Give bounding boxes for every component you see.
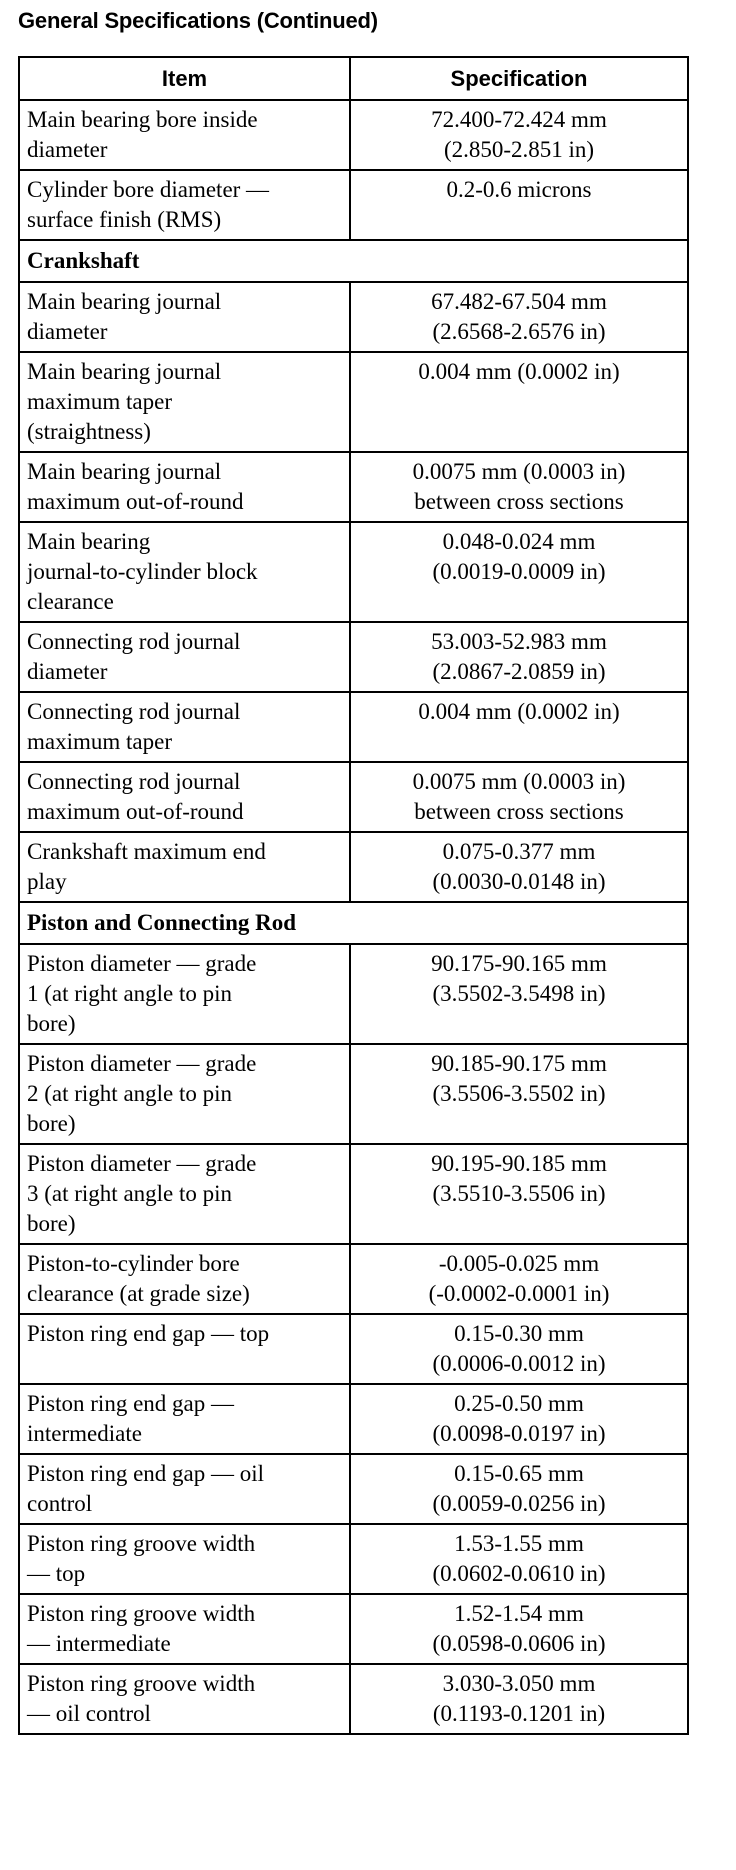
table-row xyxy=(19,282,688,352)
specification-text-line: (0.1193-0.1201 in) xyxy=(432,1701,606,1726)
specification-text-line: 1.52-1.54 mm xyxy=(454,1601,584,1626)
item-cell xyxy=(19,352,350,452)
item-text-line: control xyxy=(27,1491,93,1516)
specification-cell xyxy=(350,1044,688,1144)
item-cell xyxy=(19,622,350,692)
item-text-line: — intermediate xyxy=(27,1631,171,1656)
item-cell xyxy=(19,1594,350,1664)
specification-text-line: 0.25-0.50 mm xyxy=(454,1391,584,1416)
specification-text-line: (3.5502-3.5498 in) xyxy=(432,981,606,1006)
table-row xyxy=(19,1594,688,1664)
item-cell xyxy=(19,1454,350,1524)
specification-text-line: between cross sections xyxy=(414,799,624,824)
item-text-line: Connecting rod journal xyxy=(27,699,241,724)
specification-text-line: 0.2-0.6 microns xyxy=(446,177,592,202)
table-row xyxy=(19,692,688,762)
specification-text-line: (0.0059-0.0256 in) xyxy=(432,1491,606,1516)
item-cell xyxy=(19,452,350,522)
specification-text-line: 53.003-52.983 mm xyxy=(431,629,607,654)
specification-text-line: (0.0019-0.0009 in) xyxy=(432,559,606,584)
section-heading: Crankshaft xyxy=(19,240,688,282)
item-cell xyxy=(19,1314,350,1384)
item-cell xyxy=(19,832,350,902)
item-text-line: Main bearing bore inside xyxy=(27,107,258,132)
specification-text-line: (-0.0002-0.0001 in) xyxy=(428,1281,610,1306)
item-text-line: Piston ring groove width xyxy=(27,1531,256,1556)
item-text-line: — oil control xyxy=(27,1701,151,1726)
item-text-line: Main bearing xyxy=(27,529,151,554)
table-row xyxy=(19,1454,688,1524)
item-text-line: bore) xyxy=(27,1111,76,1136)
table-row xyxy=(19,352,688,452)
specification-text-line: 3.030-3.050 mm xyxy=(442,1671,596,1696)
item-text-line: Main bearing journal xyxy=(27,459,222,484)
specifications-table xyxy=(18,56,689,1735)
item-text-line: Connecting rod journal xyxy=(27,769,241,794)
specification-cell xyxy=(350,1244,688,1314)
specification-cell xyxy=(350,692,688,762)
specification-cell xyxy=(350,1384,688,1454)
section-row xyxy=(19,902,688,944)
specification-cell xyxy=(350,1664,688,1734)
section-row xyxy=(19,240,688,282)
specification-text-line: 90.175-90.165 mm xyxy=(431,951,607,976)
item-text-line: Piston ring end gap — top xyxy=(27,1321,270,1346)
table-row xyxy=(19,170,688,240)
item-cell xyxy=(19,1244,350,1314)
section-heading: Piston and Connecting Rod xyxy=(19,902,688,944)
table-row xyxy=(19,522,688,622)
item-text-line: maximum out-of-round xyxy=(27,489,244,514)
specification-cell xyxy=(350,1314,688,1384)
specification-text-line: (0.0098-0.0197 in) xyxy=(432,1421,606,1446)
item-text-line: Piston diameter — grade xyxy=(27,1051,257,1076)
specification-cell xyxy=(350,1594,688,1664)
specification-text-line: 0.15-0.30 mm xyxy=(454,1321,584,1346)
item-text-line: surface finish (RMS) xyxy=(27,207,222,232)
specification-text-line: 1.53-1.55 mm xyxy=(454,1531,584,1556)
item-cell xyxy=(19,100,350,170)
specification-cell xyxy=(350,100,688,170)
item-text-line: journal-to-cylinder block xyxy=(27,559,258,584)
page-title: General Specifications (Continued) xyxy=(18,8,378,33)
item-text-line: 3 (at right angle to pin xyxy=(27,1181,233,1206)
table-row xyxy=(19,1664,688,1734)
item-cell xyxy=(19,282,350,352)
item-cell xyxy=(19,1384,350,1454)
table-row xyxy=(19,100,688,170)
item-text-line: — top xyxy=(27,1561,86,1586)
specification-text-line: (0.0030-0.0148 in) xyxy=(432,869,606,894)
item-text-line: Piston-to-cylinder bore xyxy=(27,1251,240,1276)
specification-text-line: (0.0598-0.0606 in) xyxy=(432,1631,606,1656)
item-cell xyxy=(19,1524,350,1594)
specification-text-line: -0.005-0.025 mm xyxy=(438,1251,600,1276)
item-text-line: diameter xyxy=(27,319,108,344)
table-row xyxy=(19,1044,688,1144)
item-text-line: 2 (at right angle to pin xyxy=(27,1081,233,1106)
specification-text-line: (3.5506-3.5502 in) xyxy=(432,1081,606,1106)
table-body xyxy=(19,100,688,1734)
item-text-line: Main bearing journal xyxy=(27,289,222,314)
item-text-line: Cylinder bore diameter — xyxy=(27,177,270,202)
specification-text-line: (0.0602-0.0610 in) xyxy=(432,1561,606,1586)
specification-text-line: 0.15-0.65 mm xyxy=(454,1461,584,1486)
item-text-line: Piston ring groove width xyxy=(27,1671,256,1696)
specification-text-line: (2.6568-2.6576 in) xyxy=(432,319,606,344)
table-row xyxy=(19,1144,688,1244)
table-row xyxy=(19,622,688,692)
specification-cell xyxy=(350,1524,688,1594)
specification-cell xyxy=(350,944,688,1044)
item-cell xyxy=(19,1144,350,1244)
table-row xyxy=(19,762,688,832)
item-text-line: maximum taper xyxy=(27,389,172,414)
table-row xyxy=(19,832,688,902)
specification-text-line: 72.400-72.424 mm xyxy=(431,107,607,132)
item-cell xyxy=(19,522,350,622)
item-cell xyxy=(19,1044,350,1144)
specification-cell xyxy=(350,452,688,522)
item-cell xyxy=(19,170,350,240)
specification-cell xyxy=(350,832,688,902)
item-text-line: Main bearing journal xyxy=(27,359,222,384)
table-row xyxy=(19,1524,688,1594)
table-header-row xyxy=(19,57,688,100)
item-text-line: play xyxy=(27,869,67,894)
item-text-line: intermediate xyxy=(27,1421,142,1446)
specification-text-line: between cross sections xyxy=(414,489,624,514)
specification-text-line: (2.0867-2.0859 in) xyxy=(432,659,606,684)
item-text-line: Piston ring groove width xyxy=(27,1601,256,1626)
specification-cell xyxy=(350,1454,688,1524)
table-row xyxy=(19,1244,688,1314)
item-text-line: Piston ring end gap — oil xyxy=(27,1461,265,1486)
item-text-line: (straightness) xyxy=(27,419,151,444)
specification-cell xyxy=(350,622,688,692)
specification-text-line: 67.482-67.504 mm xyxy=(431,289,607,314)
table-row xyxy=(19,1314,688,1384)
item-text-line: 1 (at right angle to pin xyxy=(27,981,233,1006)
item-text-line: diameter xyxy=(27,137,108,162)
item-text-line: maximum taper xyxy=(27,729,172,754)
table-row xyxy=(19,1384,688,1454)
item-cell xyxy=(19,762,350,832)
specification-text-line: 0.0075 mm (0.0003 in) xyxy=(412,459,626,484)
table-row xyxy=(19,452,688,522)
specification-text-line: 90.195-90.185 mm xyxy=(431,1151,607,1176)
specification-cell xyxy=(350,282,688,352)
item-text-line: Piston diameter — grade xyxy=(27,1151,257,1176)
specification-text-line: (2.850-2.851 in) xyxy=(443,137,595,162)
specification-cell xyxy=(350,170,688,240)
column-header-item: Item xyxy=(19,57,350,100)
table-row xyxy=(19,944,688,1044)
item-text-line: Piston diameter — grade xyxy=(27,951,257,976)
item-text-line: bore) xyxy=(27,1011,76,1036)
specification-cell xyxy=(350,522,688,622)
specification-cell xyxy=(350,352,688,452)
specification-text-line: (0.0006-0.0012 in) xyxy=(432,1351,606,1376)
item-text-line: clearance xyxy=(27,589,114,614)
specification-text-line: 0.004 mm (0.0002 in) xyxy=(418,359,620,384)
item-cell xyxy=(19,944,350,1044)
specification-text-line: 0.004 mm (0.0002 in) xyxy=(418,699,620,724)
specification-text-line: 0.0075 mm (0.0003 in) xyxy=(412,769,626,794)
item-text-line: diameter xyxy=(27,659,108,684)
specification-text-line: 0.048-0.024 mm xyxy=(442,529,596,554)
item-cell xyxy=(19,692,350,762)
item-cell xyxy=(19,1664,350,1734)
specification-cell xyxy=(350,762,688,832)
item-text-line: Connecting rod journal xyxy=(27,629,241,654)
specification-text-line: 0.075-0.377 mm xyxy=(442,839,596,864)
item-text-line: Piston ring end gap — xyxy=(27,1391,234,1416)
specification-text-line: 90.185-90.175 mm xyxy=(431,1051,607,1076)
item-text-line: bore) xyxy=(27,1211,76,1236)
specification-text-line: (3.5510-3.5506 in) xyxy=(432,1181,606,1206)
specification-cell xyxy=(350,1144,688,1244)
item-text-line: maximum out-of-round xyxy=(27,799,244,824)
item-text-line: Crankshaft maximum end xyxy=(27,839,266,864)
item-text-line: clearance (at grade size) xyxy=(27,1281,250,1306)
column-header-specification: Specification xyxy=(350,57,688,100)
